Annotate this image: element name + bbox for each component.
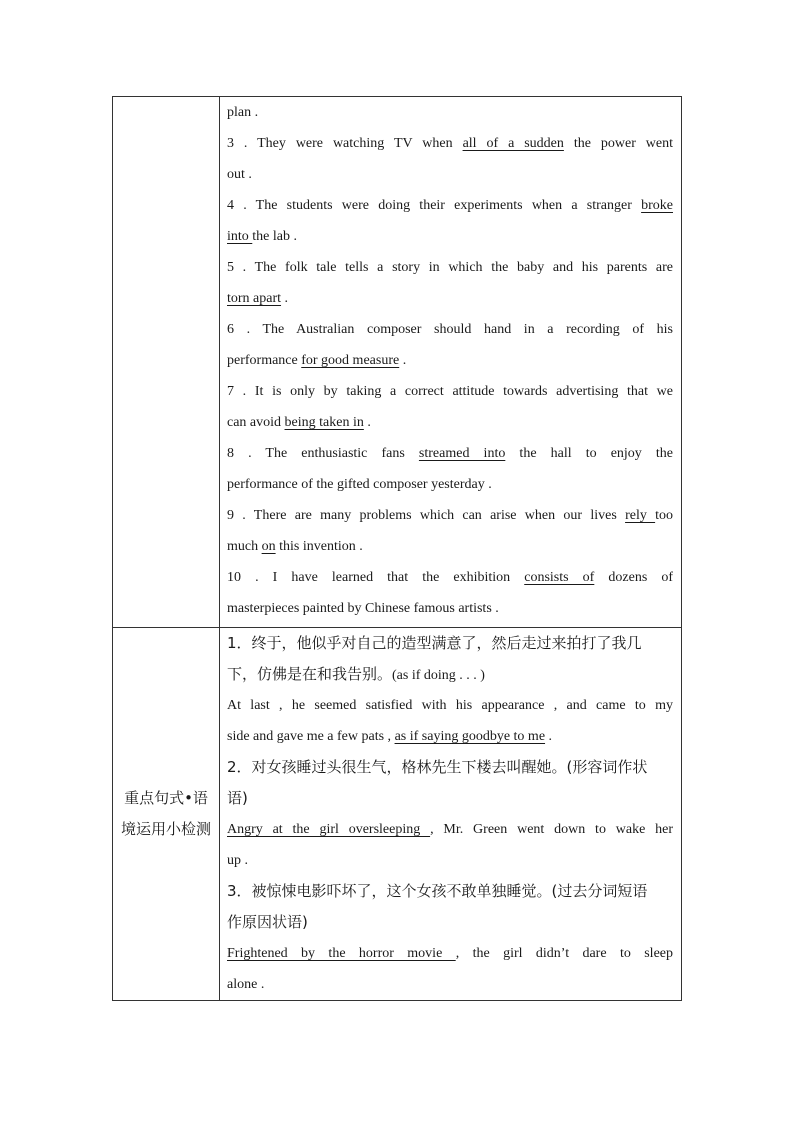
text-segment: 下，仿佛是在和我告别。 (227, 665, 393, 683)
text-segment: dozens of (594, 570, 673, 585)
text-line (227, 752, 673, 783)
sentence-lines (227, 628, 673, 1000)
row-label-cell-empty (113, 97, 220, 628)
underlined-answer: all of a sudden (462, 136, 564, 151)
text-line (227, 659, 673, 690)
text-line (227, 628, 673, 659)
text-segment: 9 . There are many problems which can arise when our lives (227, 508, 626, 523)
text-line (227, 283, 673, 314)
text-segment: out . (227, 167, 252, 182)
text-line (227, 128, 673, 159)
text-line (227, 97, 673, 128)
text-segment: up . (227, 853, 248, 868)
underlined-answer: Angry at the girl oversleeping (227, 822, 431, 837)
text-segment: 6 . The Australian composer should hand in a recording of his (227, 322, 673, 337)
text-line (227, 938, 673, 969)
text-line (227, 876, 673, 907)
underlined-answer: Frightened by the horror movie (227, 946, 456, 961)
table-row (113, 97, 682, 628)
text-line (227, 159, 673, 190)
underlined-answer: as if saying goodbye to me (394, 729, 546, 744)
text-segment: the hall to enjoy the (505, 446, 673, 461)
text-segment: much (227, 539, 262, 554)
text-segment: this invention . (275, 539, 363, 554)
text-line (227, 783, 673, 814)
underlined-answer: being taken in (284, 415, 364, 430)
text-segment: . (399, 353, 407, 368)
underlined-answer: torn apart (227, 291, 282, 306)
text-segment: 语) (227, 789, 248, 807)
text-line (227, 500, 673, 531)
text-line (227, 907, 673, 938)
underlined-answer: into (227, 229, 253, 244)
text-line (227, 562, 673, 593)
text-line (227, 531, 673, 562)
text-segment: side and gave me a few pats , (227, 729, 395, 744)
row-label-cell (113, 628, 220, 1001)
table-row (113, 628, 682, 1001)
text-line (227, 407, 673, 438)
text-line (227, 252, 673, 283)
text-line (227, 345, 673, 376)
sentence-practice-cell (220, 628, 682, 1001)
text-line (227, 845, 673, 876)
text-line (227, 969, 673, 1000)
text-segment: alone . (227, 977, 265, 992)
underlined-answer: consists of (524, 570, 595, 585)
exercise-answers-cell (220, 97, 682, 628)
text-segment: can avoid (227, 415, 285, 430)
text-segment: . (281, 291, 289, 306)
text-segment: 1．终于，他似乎对自己的造型满意了，然后走过来拍打了我几 (227, 634, 642, 652)
text-segment: the power went (563, 136, 673, 151)
text-segment: 8 . The enthusiastic fans (227, 446, 419, 461)
underlined-answer: streamed into (418, 446, 506, 461)
text-line (227, 314, 673, 345)
text-segment: 2．对女孩睡过头很生气，格林先生下楼去叫醒她。(形容词作状 (227, 758, 648, 776)
text-segment: . (363, 415, 371, 430)
text-segment: too (655, 508, 673, 523)
underlined-answer: on (261, 539, 276, 554)
text-segment: (as if doing . . . ) (392, 668, 485, 683)
text-line (227, 190, 673, 221)
text-line (227, 438, 673, 469)
text-segment: 作原因状语) (227, 913, 308, 931)
text-segment: masterpieces painted by Chinese famous artists . (227, 601, 499, 616)
text-line (227, 469, 673, 500)
underlined-answer: rely (625, 508, 656, 523)
text-segment: . (545, 729, 553, 744)
text-segment: 10 . I have learned that the exhibition (227, 570, 525, 585)
text-segment: the lab . (252, 229, 297, 244)
text-line (227, 690, 673, 721)
underlined-answer: broke (641, 198, 673, 213)
text-segment: 5 . The folk tale tells a story in which the baby and his parents are (227, 260, 673, 275)
text-segment: plan . (227, 105, 259, 120)
exercise-lines (227, 97, 673, 624)
worksheet-table (112, 96, 682, 1001)
text-segment: , Mr. Green went down to wake her (430, 822, 673, 837)
text-line (227, 376, 673, 407)
text-segment: 7 . It is only by taking a correct attitude towards advertising that we (227, 384, 673, 399)
text-segment: At last , he seemed satisfied with his appearance , and came to my (227, 698, 673, 713)
text-segment: 3 . They were watching TV when (227, 136, 463, 151)
text-segment: , the girl didn’t dare to sleep (455, 946, 673, 961)
text-segment: performance of the gifted composer yesterday . (227, 477, 492, 492)
underlined-answer: for good measure (301, 353, 400, 368)
text-segment: performance (227, 353, 302, 368)
section-label: 重点句式•语境运用小检测 (120, 789, 211, 838)
text-line (227, 593, 673, 624)
text-line (227, 721, 673, 752)
text-segment: 4 . The students were doing their experiments when a stranger (227, 198, 642, 213)
text-segment: 3．被惊悚电影吓坏了，这个女孩不敢单独睡觉。(过去分词短语 (227, 882, 648, 900)
text-line (227, 221, 673, 252)
text-line (227, 814, 673, 845)
